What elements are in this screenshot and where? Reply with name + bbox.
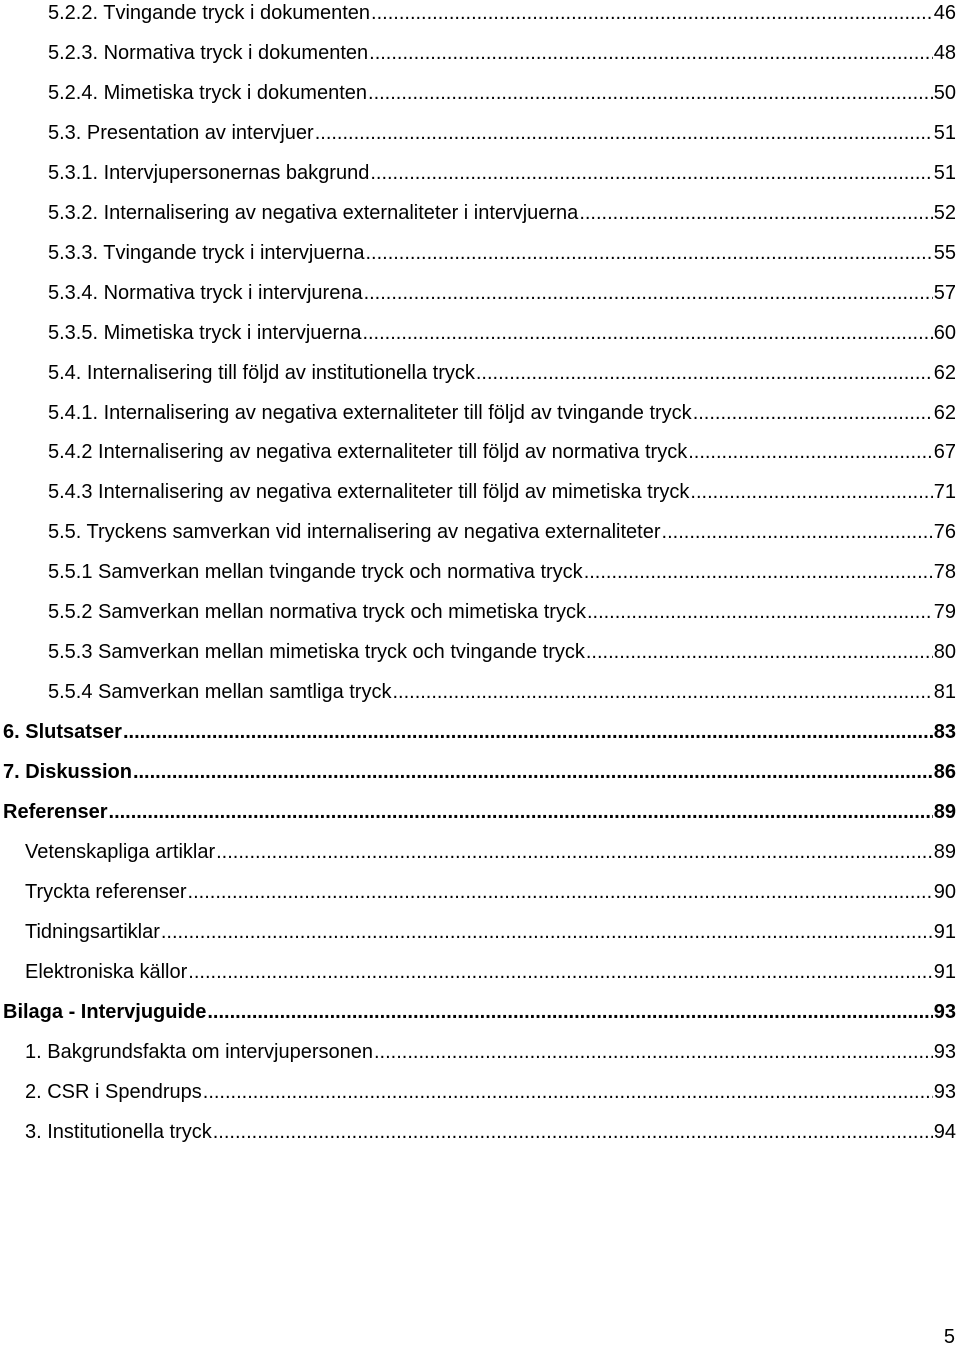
toc-entry-title: 5.4. Internalisering till följd av institutionella tryck xyxy=(48,361,475,384)
toc-entry-page: 89 xyxy=(933,840,956,863)
toc-entry-title: 5.2.2. Tvingande tryck i dokumenten xyxy=(48,2,371,24)
toc-entry-title: 5.5.3 Samverkan mellan mimetiska tryck och tvingande tryck xyxy=(48,641,585,664)
toc-dot-leader xyxy=(690,477,932,507)
toc-entry[interactable] xyxy=(25,1117,956,1147)
toc-entry[interactable] xyxy=(3,717,956,747)
toc-entry-page: 48 xyxy=(933,41,956,64)
toc-entry[interactable] xyxy=(48,238,956,268)
toc-entry-title: 5.3.5. Mimetiska tryck i intervjuerna xyxy=(48,321,362,344)
toc-entry-title: 1. Bakgrundsfakta om intervjupersonen xyxy=(25,1040,373,1063)
toc-entry-page: 55 xyxy=(933,241,956,264)
toc-dot-leader xyxy=(369,38,933,68)
toc-dot-leader xyxy=(662,517,933,547)
toc-entry-title: 5.3.1. Intervjupersonernas bakgrund xyxy=(48,161,370,184)
toc-entry[interactable] xyxy=(48,0,956,28)
toc-dot-leader xyxy=(203,1077,933,1107)
toc-dot-leader xyxy=(207,997,932,1027)
toc-entry-page: 78 xyxy=(933,561,956,584)
toc-entry-page: 83 xyxy=(933,721,956,744)
toc-entry-title: 7. Diskussion xyxy=(3,761,132,784)
toc-entry[interactable] xyxy=(48,517,956,547)
toc-entry[interactable] xyxy=(25,917,956,947)
toc-entry-page: 67 xyxy=(933,441,956,464)
toc-dot-leader xyxy=(476,358,933,388)
toc-entry-page: 91 xyxy=(933,960,956,983)
toc-entry[interactable] xyxy=(25,1077,956,1107)
toc-entry-title: 5.3. Presentation av intervjuer xyxy=(48,121,314,144)
toc-dot-leader xyxy=(584,557,933,587)
toc-entry-page: 79 xyxy=(933,601,956,624)
toc-dot-leader xyxy=(161,917,933,947)
toc-entry[interactable] xyxy=(48,477,956,507)
toc-entry[interactable] xyxy=(48,637,956,667)
toc-dot-leader xyxy=(374,1037,933,1067)
toc-entry-title: 5.5.1 Samverkan mellan tvingande tryck och normativa tryck xyxy=(48,561,583,584)
toc-entry[interactable] xyxy=(25,837,956,867)
toc-entry[interactable] xyxy=(48,78,956,108)
toc-entry[interactable] xyxy=(3,797,956,827)
toc-dot-leader xyxy=(586,637,933,667)
toc-entry-page: 51 xyxy=(933,121,956,144)
toc-entry[interactable] xyxy=(48,158,956,188)
toc-entry[interactable] xyxy=(48,118,956,148)
toc-entry[interactable] xyxy=(3,757,956,787)
toc-dot-leader xyxy=(109,797,933,827)
toc-entry-title: 5.5.4 Samverkan mellan samtliga tryck xyxy=(48,681,392,704)
toc-entry-title: Tryckta referenser xyxy=(25,880,187,903)
toc-dot-leader xyxy=(188,877,933,907)
toc-entry-page: 60 xyxy=(933,321,956,344)
toc-entry-page: 93 xyxy=(933,1040,956,1063)
toc-entry-title: 5.2.3. Normativa tryck i dokumenten xyxy=(48,41,369,64)
toc-entry[interactable] xyxy=(48,358,956,388)
toc-entry-title: Tidningsartiklar xyxy=(25,920,160,943)
toc-entry-page: 62 xyxy=(933,401,956,424)
toc-entry-page: 62 xyxy=(933,361,956,384)
toc-entry-title: 5.4.1. Internalisering av negativa externaliteter till följd av tvingande tryck xyxy=(48,401,692,424)
toc-entry[interactable] xyxy=(3,997,956,1027)
toc-dot-leader xyxy=(188,957,932,987)
toc-entry-page: 71 xyxy=(933,481,956,504)
toc-entry-title: 5.3.3. Tvingande tryck i intervjuerna xyxy=(48,241,365,264)
toc-entry[interactable] xyxy=(48,38,956,68)
toc-dot-leader xyxy=(365,238,932,268)
toc-dot-leader xyxy=(392,677,932,707)
page-number: 5 xyxy=(943,1326,955,1348)
toc-dot-leader xyxy=(213,1117,933,1147)
toc-dot-leader xyxy=(216,837,933,867)
toc-dot-leader xyxy=(693,398,933,428)
toc-dot-leader xyxy=(371,0,933,28)
toc-entry-title: 5.2.4. Mimetiska tryck i dokumenten xyxy=(48,81,368,104)
toc-entry-title: 5.5.2 Samverkan mellan normativa tryck och mimetiska tryck xyxy=(48,601,586,624)
toc-entry[interactable] xyxy=(48,278,956,308)
toc-dot-leader xyxy=(370,158,932,188)
toc-dot-leader xyxy=(315,118,933,148)
toc-dot-leader xyxy=(688,437,933,467)
toc-dot-leader xyxy=(368,78,933,108)
toc-entry-title: 5.3.4. Normativa tryck i intervjurena xyxy=(48,281,363,304)
toc-dot-leader xyxy=(123,717,933,747)
toc-entry-title: Referenser xyxy=(3,801,108,823)
toc-entry-page: 86 xyxy=(933,761,956,784)
toc-entry[interactable] xyxy=(25,877,956,907)
toc-entry-page: 50 xyxy=(933,81,956,104)
toc-dot-leader xyxy=(133,757,933,787)
toc-entry-page: 52 xyxy=(933,201,956,224)
toc-dot-leader xyxy=(579,198,932,228)
toc-entry-title: 5.4.2 Internalisering av negativa externaliteter till följd av normativa tryck xyxy=(48,441,688,464)
toc-dot-leader xyxy=(587,597,933,627)
toc-entry-title: Elektroniska källor xyxy=(25,960,188,983)
toc-entry[interactable] xyxy=(48,677,956,707)
toc-entry-title: Bilaga - Intervjuguide xyxy=(3,1000,207,1023)
toc-dot-leader xyxy=(362,318,932,348)
toc-entry-page: 81 xyxy=(933,681,956,704)
toc-entry-title: 6. Slutsatser xyxy=(3,721,122,744)
toc-entry-page: 91 xyxy=(933,920,956,943)
toc-entry[interactable] xyxy=(48,437,956,467)
toc-entry-page: 94 xyxy=(933,1120,956,1143)
toc-entry[interactable] xyxy=(48,597,956,627)
toc-entry[interactable] xyxy=(48,318,956,348)
toc-dot-leader xyxy=(364,278,933,308)
toc-entry-title: 5.3.2. Internalisering av negativa externaliteter i intervjuerna xyxy=(48,201,579,224)
toc-entry-page: 80 xyxy=(933,641,956,664)
toc-entry-title: 5.4.3 Internalisering av negativa externaliteter till följd av mimetiska tryck xyxy=(48,481,690,504)
toc-entry[interactable] xyxy=(48,398,956,428)
toc-entry-title: Vetenskapliga artiklar xyxy=(25,840,216,863)
toc-entry-page: 51 xyxy=(933,161,956,184)
toc-entry[interactable] xyxy=(48,198,956,228)
toc-entry-page: 46 xyxy=(933,2,956,24)
toc-entry[interactable] xyxy=(25,1037,956,1067)
toc-entry-title: 5.5. Tryckens samverkan vid internalisering av negativa externaliteter xyxy=(48,521,661,544)
toc-entry-page: 89 xyxy=(933,801,956,823)
toc-entry[interactable] xyxy=(25,957,956,987)
toc-entry-page: 90 xyxy=(933,880,956,903)
toc-entry-title: 2. CSR i Spendrups xyxy=(25,1080,202,1103)
toc-entry-title: 3. Institutionella tryck xyxy=(25,1120,212,1143)
toc-entry-page: 93 xyxy=(933,1000,956,1023)
toc-entry[interactable] xyxy=(48,557,956,587)
toc-entry-page: 93 xyxy=(933,1080,956,1103)
toc-entry-page: 76 xyxy=(933,521,956,544)
toc-entry-page: 57 xyxy=(933,281,956,304)
